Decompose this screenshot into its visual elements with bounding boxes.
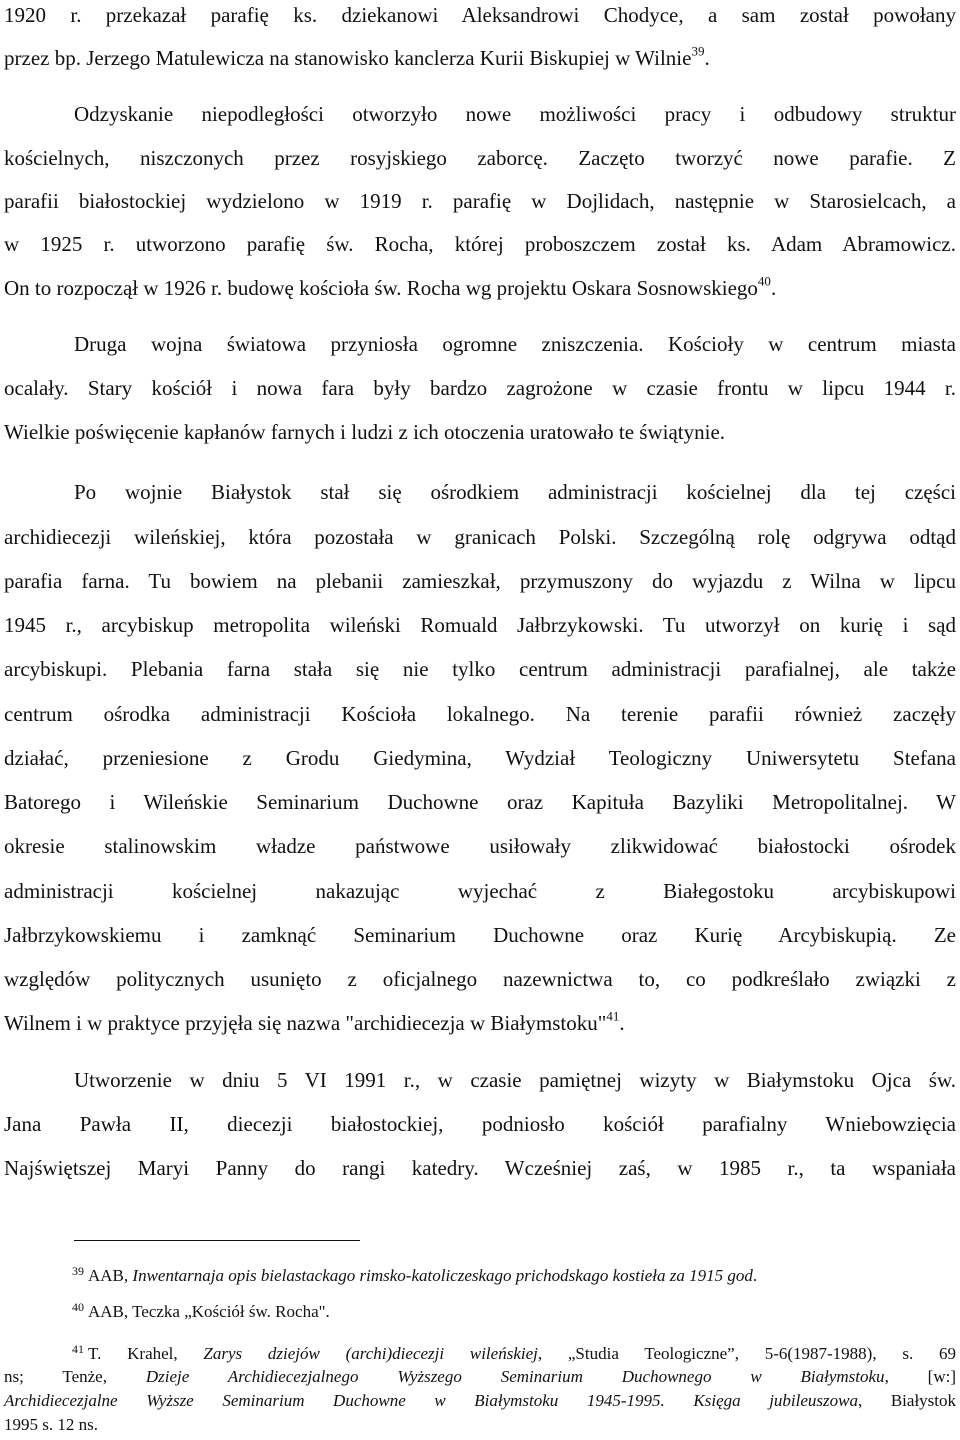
footnote-40-text: AAB, Teczka „Kościół św. Rocha".: [88, 1302, 330, 1321]
footnote-39-text-a: AAB,: [88, 1266, 133, 1285]
body-line-2-text: przez bp. Jerzego Matulewicza na stanowisko kanclerza Kurii Biskupiej w Wilnie: [4, 46, 692, 70]
footnote-41-text-a: T. Krahel,: [88, 1344, 204, 1363]
body-line-3: Odzyskanie niepodległości otworzyło nowe możliwości pracy i odbudowy struktur: [74, 102, 956, 126]
footnote-number: 39: [72, 1264, 84, 1278]
footnote-41-line-4: 1995 s. 12 ns.: [4, 1415, 98, 1434]
body-line-18: Batorego i Wileńskie Seminarium Duchowne oraz Kapituła Bazyliki Metropolitalnej. W: [4, 790, 956, 814]
line-end-dot: .: [619, 1011, 625, 1035]
footnote-39: [72, 1265, 956, 1287]
footnote-ref-40: 40: [757, 273, 771, 289]
body-line-21: Jałbrzykowskiemu i zamknąć Seminarium Duchowne oraz Kurię Arcybiskupią. Ze: [4, 923, 956, 947]
footnote-41-line-3: [4, 1390, 956, 1412]
body-line-20: administracji kościelnej nakazując wyjechać z Białegostoku arcybiskupowi: [4, 879, 956, 903]
footnote-41-title-1: Zarys dziejów (archi)diecezji wileńskiej: [203, 1344, 538, 1363]
footnote-41-line-2: [4, 1366, 956, 1388]
footnote-separator: [74, 1240, 360, 1241]
body-line-15: arcybiskupi. Plebania farna stała się nie tylko centrum administracji parafialnej, ale także: [4, 657, 956, 681]
footnote-40: [72, 1301, 956, 1323]
body-line-11: Po wojnie Białystok stał się ośrodkiem administracji kościelnej dla tej części: [74, 480, 956, 504]
body-line-2: [4, 45, 956, 71]
footnote-number: 41: [72, 1342, 84, 1356]
body-line-24: Utworzenie w dniu 5 VI 1991 r., w czasie pamiętnej wizyty w Białymstoku Ojca św.: [74, 1068, 956, 1092]
body-line-4: kościelnych, niszczonych przez rosyjskiego zaborcę. Zaczęto tworzyć nowe parafie. Z: [4, 146, 956, 170]
body-line-19: okresie stalinowskim władze państwowe usiłowały zlikwidować białostocki ośrodek: [4, 834, 956, 858]
footnote-ref-39: 39: [691, 43, 705, 59]
body-line-22: względów politycznych usunięto z oficjalnego nazewnictwa to, co podkreślało związki z: [4, 967, 956, 991]
body-line-1: 1920 r. przekazał parafię ks. dziekanowi Aleksandrowi Chodyce, a sam został powołany: [4, 3, 956, 27]
body-line-6: w 1925 r. utworzono parafię św. Rocha, której proboszczem został ks. Adam Abramowicz.: [4, 232, 956, 256]
footnote-39-text-c: .: [752, 1266, 758, 1285]
body-line-17: działać, przeniesione z Grodu Giedymina, Wydział Teologiczny Uniwersytetu Stefana: [4, 746, 956, 770]
footnote-41-text-c: , „Studia Teologiczne”, 5-6(1987-1988), s. 69: [537, 1344, 956, 1363]
body-line-25: Jana Pawła II, diecezji białostockiej, podniosło kościół parafialny Wniebowzięcia: [4, 1112, 956, 1136]
line-end-dot: .: [704, 46, 710, 70]
footnote-41-line-1: [72, 1343, 956, 1365]
body-line-10: Wielkie poświęcenie kapłanów farnych i ludzi z ich otoczenia uratowało te świątynie.: [4, 420, 726, 444]
footnote-number: 40: [72, 1300, 84, 1314]
footnote-41-text-f: , Białystok: [858, 1391, 957, 1410]
footnote-ref-41: 41: [606, 1008, 620, 1024]
body-line-7: [4, 275, 956, 301]
body-line-23: [4, 1010, 956, 1036]
body-line-12: archidiecezji wileńskiej, która pozostała w granicach Polski. Szczególną rolę odgrywa odtąd: [4, 525, 956, 549]
footnote-41-text-d: ns; Tenże,: [4, 1367, 146, 1386]
footnote-39-title: Inwentarnaja opis bielastackago rimsko-katoliczeskago prichodskago kostieła za 1915 god: [132, 1266, 753, 1285]
body-line-13: parafia farna. Tu bowiem na plebanii zamieszkał, przymuszony do wyjazdu z Wilna w lipcu: [4, 569, 956, 593]
body-line-9: ocalały. Stary kościół i nowa fara były bardzo zagrożone w czasie frontu w lipcu 1944 r.: [4, 376, 956, 400]
body-line-23-text: Wilnem i w praktyce przyjęła się nazwa "archidiecezja w Białymstoku": [4, 1011, 607, 1035]
footnote-41-text-e: , [w:]: [884, 1367, 956, 1386]
body-line-8: Druga wojna światowa przyniosła ogromne zniszczenia. Kościoły w centrum miasta: [74, 332, 956, 356]
footnote-41-title-2: Dzieje Archidiecezjalnego Wyższego Seminarium Duchownego w Białymstoku: [145, 1367, 885, 1386]
line-end-dot: .: [770, 276, 777, 300]
footnote-41-title-3: Archidiecezjalne Wyższe Seminarium Duchowne w Białymstoku 1945-1995. Księga jubileuszowa: [4, 1391, 858, 1410]
body-line-14: 1945 r., arcybiskup metropolita wileński Romuald Jałbrzykowski. Tu utworzył on kurię i sąd: [4, 613, 956, 637]
body-line-16: centrum ośrodka administracji Kościoła lokalnego. Na terenie parafii również zaczęły: [4, 702, 956, 726]
body-line-26: Najświętszej Maryi Panny do rangi katedry. Wcześniej zaś, w 1985 r., ta wspaniała: [4, 1156, 956, 1180]
body-line-5: parafii białostockiej wydzielono w 1919 r. parafię w Dojlidach, następnie w Starosielcach, a: [4, 189, 956, 213]
body-line-7-text: On to rozpoczął w 1926 r. budowę kościoła św. Rocha wg projektu Oskara Sosnowskiego: [4, 276, 758, 300]
